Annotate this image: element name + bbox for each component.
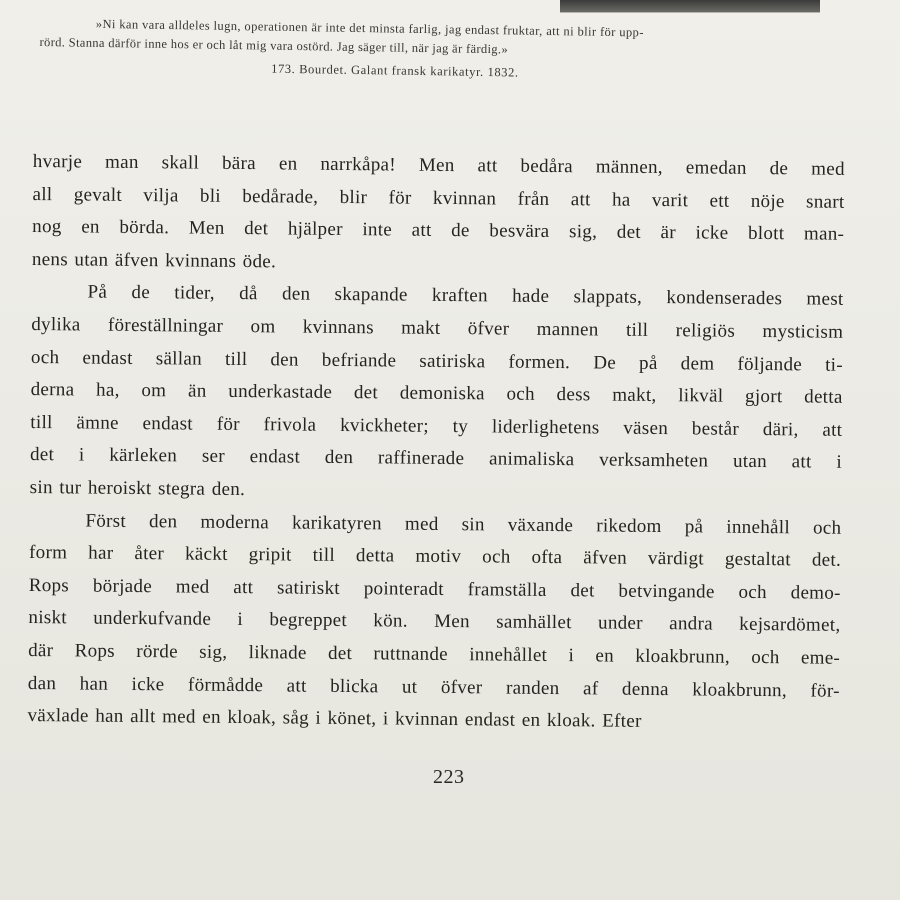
- paragraph: [32, 146, 845, 284]
- text-line: dylika föreställningar om kvinnans makt öfver mannen till religiös mysticism: [31, 313, 844, 343]
- text-line: sin tur heroiskt stegra den.: [29, 476, 246, 500]
- text-line: till ämne endast för frivola kvickheter; ty liderlighetens väsen består däri, att: [30, 411, 843, 441]
- caption-quote-line-2: rörd. Stanna därför inne hos er och låt mig vara ostörd. Jag säger till, när jag är färdig.»: [39, 34, 509, 57]
- text-line: nens utan äfven kvinnans öde.: [31, 248, 277, 273]
- text-line: och endast sällan till den befriande satiriska formen. De på dem följande ti-: [30, 346, 844, 376]
- text-line: form har åter käckt gripit till detta motiv och ofta äfven värdigt gestaltat det.: [28, 542, 842, 571]
- text-line: derna ha, om än underkastade det demoniska och dess makt, likväl gjort detta: [30, 379, 843, 408]
- body-text: [27, 146, 845, 740]
- paragraph: [30, 276, 844, 512]
- text-line: växlade han allt med en kloak, såg i könet, i kvinnan endast en kloak. Efter: [27, 705, 642, 732]
- paragraph: [27, 505, 841, 741]
- text-line: Först den moderna karikatyren med sin växande rikedom på innehåll och: [85, 510, 842, 539]
- text-line: där Rops rörde sig, liknade det ruttnande innehållet i en kloakbrunn, och eme-: [28, 639, 841, 669]
- text-line: På de tider, då den skapande kraften hade slappats, kondenserades mest: [87, 281, 844, 311]
- text-line: all gevalt vilja bli bedårade, blir för kvinnan från att ha varit ett nöje snart: [32, 183, 845, 213]
- text-line: Rops började med att satiriskt pointeradt framställa det betvingande och demo-: [28, 574, 841, 604]
- illustration-plate-edge: [560, 0, 820, 13]
- text-line: dan han icke förmådde att blicka ut öfver randen af denna kloakbrunn, för-: [27, 672, 840, 702]
- caption-credit: 173. Bourdet. Galant fransk karikatyr. 1832.: [271, 61, 519, 80]
- text-line: hvarje man skall bära en narrkåpa! Men att bedåra männen, emedan de med: [32, 150, 845, 180]
- text-line: nog en börda. Men det hjälper inte att de besvära sig, det är icke blott man-: [32, 216, 845, 245]
- illustration-caption: [39, 14, 830, 87]
- caption-quote-line-1: »Ni kan vara alldeles lugn, operationen är inte det minsta farlig, jag endast fruktar, att ni blir för upp-: [95, 16, 644, 40]
- text-line: det i kärleken ser endast den raffinerade animaliska verksamheten utan att i: [29, 444, 843, 474]
- page-number: 223: [433, 766, 465, 788]
- text-line: niskt underkufvande i begreppet kön. Men samhället under andra kejsardömet,: [28, 607, 841, 637]
